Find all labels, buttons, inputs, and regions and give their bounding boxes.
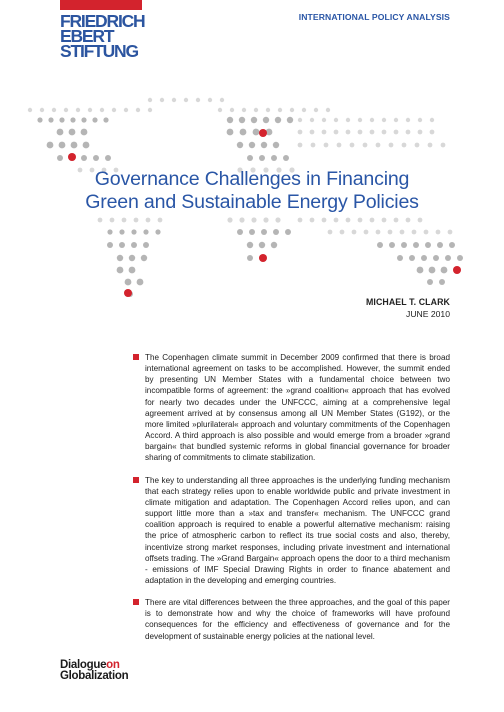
map-highlight-dot: [68, 153, 76, 161]
map-dot: [52, 108, 56, 112]
map-dot: [48, 117, 53, 122]
map-dot: [298, 118, 302, 122]
map-dot: [129, 255, 135, 261]
map-dot: [227, 129, 234, 136]
map-dot: [370, 118, 374, 122]
map-dot: [239, 217, 244, 222]
map-dot: [425, 242, 431, 248]
map-dot: [322, 118, 326, 122]
map-dot: [283, 155, 289, 161]
red-square-bullet-icon: [133, 599, 139, 605]
map-dot: [412, 230, 417, 235]
map-dot: [334, 130, 339, 135]
map-dot: [388, 230, 393, 235]
map-dot: [400, 230, 405, 235]
map-dot: [92, 117, 97, 122]
map-dot: [137, 279, 144, 286]
map-dot: [421, 255, 427, 261]
map-dot: [449, 242, 455, 248]
map-dot: [358, 118, 362, 122]
map-dot: [259, 242, 265, 248]
map-dot: [401, 242, 407, 248]
map-dot: [134, 218, 139, 223]
paragraph-text: The Copenhagen climate summit in December 2009 confirmed that there is broad international agreement on tasks to be accomplished. However, the summit ended by presenting UN Member States with a fundamental choice between two incompatible forms of agreement: the »grand coalition« approach that has evolved for nearly two decades under the UNFCCC, aiming at a comprehensive legal agreement arrived at by consensus among all UN Member States (G192), or the more limited »plurilateral« approach and voluntary commitments of the Copenhagen Accord. A third approach is also possible and would emerge from a broader »grand bargain« that bundled systemic reforms in global financial governance for broader sharing of commitments to climate stabilization.: [145, 353, 450, 463]
map-dot: [105, 155, 111, 161]
map-dot: [64, 108, 68, 112]
map-dot: [83, 142, 90, 149]
map-dot: [122, 218, 127, 223]
map-dot: [141, 255, 147, 261]
map-dot: [227, 217, 232, 222]
map-dot: [298, 130, 303, 135]
map-dot: [418, 130, 423, 135]
map-dot: [350, 143, 355, 148]
map-dot: [237, 142, 243, 148]
map-dot: [119, 229, 124, 234]
map-dot: [251, 217, 256, 222]
map-dot: [98, 218, 103, 223]
map-dot: [311, 143, 316, 148]
red-square-bullet-icon: [133, 477, 139, 483]
map-dot: [382, 118, 386, 122]
map-dot: [346, 118, 350, 122]
map-dot: [340, 230, 345, 235]
map-dot: [76, 108, 80, 112]
logo-line-2: EBERT: [60, 26, 114, 46]
title-line-2: Green and Sustainable Energy Policies: [85, 191, 419, 213]
map-dot: [310, 130, 315, 135]
map-dot: [439, 279, 445, 285]
map-dot: [271, 155, 277, 161]
map-dot: [88, 108, 92, 112]
logo-red-bar: [60, 0, 142, 10]
paragraph-text: There are vital differences between the three approaches, and the goal of this paper is to demonstrate how and why the choice of frameworks will have profound consequences for the efficiency and effectiveness of governance and for the development of sustainable energy policies at the national level.: [145, 598, 450, 641]
map-dot: [394, 130, 399, 135]
map-dot: [377, 242, 383, 248]
map-dot: [148, 98, 152, 102]
map-dot: [110, 218, 115, 223]
map-dot: [196, 98, 200, 102]
map-dot: [263, 217, 268, 222]
map-dot: [406, 118, 410, 122]
map-dot: [394, 118, 398, 122]
summary-paragraph: [133, 597, 450, 642]
map-dot: [445, 255, 451, 261]
map-dot: [59, 142, 66, 149]
map-dot: [364, 230, 369, 235]
map-dot: [131, 242, 137, 248]
map-dot: [417, 267, 424, 274]
map-dot: [457, 255, 463, 261]
map-highlight-dot: [124, 289, 132, 297]
map-dot: [218, 108, 222, 112]
map-highlight-dot: [259, 254, 267, 262]
map-dot: [298, 218, 303, 223]
series-label: INTERNATIONAL POLICY ANALYSIS: [298, 12, 450, 22]
map-dot: [441, 267, 448, 274]
map-dot: [251, 117, 257, 123]
map-dot: [287, 117, 293, 123]
map-dot: [160, 98, 164, 102]
map-dot: [437, 242, 443, 248]
map-dot: [249, 229, 255, 235]
map-dot: [261, 142, 267, 148]
map-dot: [322, 218, 327, 223]
map-dot: [230, 108, 234, 112]
map-dot: [125, 279, 132, 286]
map-highlight-dot: [453, 266, 461, 274]
map-dot: [143, 242, 149, 248]
map-dot: [100, 108, 104, 112]
map-dot: [310, 218, 315, 223]
summary-paragraph: [133, 475, 450, 587]
map-dot: [337, 143, 342, 148]
map-dot: [418, 118, 422, 122]
map-dot: [394, 218, 399, 223]
map-dot: [220, 98, 224, 102]
map-dot: [302, 108, 306, 112]
map-dot: [47, 142, 54, 149]
map-dot: [389, 242, 395, 248]
map-dot: [376, 143, 381, 148]
map-dot: [57, 129, 64, 136]
map-dot: [71, 142, 78, 149]
map-dot: [117, 267, 124, 274]
map-dot: [112, 108, 116, 112]
map-dot: [259, 155, 265, 161]
map-dot: [40, 108, 44, 112]
map-dot: [370, 218, 375, 223]
title-line-1: Governance Challenges in Financing: [94, 168, 410, 190]
map-dot: [285, 229, 291, 235]
map-dot: [69, 129, 76, 136]
footer-word-on: on: [106, 659, 120, 671]
map-dot: [70, 117, 75, 122]
map-dot: [107, 242, 113, 248]
fes-logo: [60, 11, 145, 61]
map-dot: [352, 230, 357, 235]
map-dot: [429, 267, 436, 274]
map-dot: [263, 117, 269, 123]
map-dot: [247, 255, 253, 261]
map-dot: [397, 255, 403, 261]
map-dot: [271, 242, 277, 248]
logo-line-3: STIFTUNG: [60, 41, 138, 61]
map-dot: [346, 218, 351, 223]
map-dot: [81, 117, 86, 122]
map-dot: [136, 108, 140, 112]
map-dot: [148, 108, 152, 112]
map-dot: [389, 143, 394, 148]
map-dot: [57, 155, 63, 161]
map-dot: [346, 130, 351, 135]
map-dot: [81, 129, 88, 136]
map-dot: [261, 229, 267, 235]
map-dot: [363, 143, 368, 148]
author-name: MICHAEL T. CLARK: [365, 297, 450, 307]
footer-word-dialogue: Dialogue: [60, 659, 107, 671]
summary-text: [133, 352, 450, 653]
map-dot: [326, 108, 330, 112]
map-dot: [227, 117, 233, 123]
map-dot: [334, 218, 339, 223]
map-dot: [310, 118, 314, 122]
map-dot: [37, 117, 42, 122]
map-dot: [249, 142, 255, 148]
map-dot: [409, 255, 415, 261]
map-dot: [424, 230, 429, 235]
map-dot: [427, 279, 433, 285]
map-dot: [93, 155, 99, 161]
map-dot: [413, 242, 419, 248]
map-dot: [129, 267, 136, 274]
map-dot: [155, 229, 160, 234]
footer-word-globalization: Globalization: [60, 670, 129, 682]
map-dot: [81, 155, 87, 161]
dialogue-on-globalization-logo: [60, 660, 128, 682]
map-dot: [433, 255, 439, 261]
map-dot: [239, 117, 245, 123]
map-dot: [370, 130, 375, 135]
map-dot: [103, 117, 108, 122]
map-dot: [430, 130, 435, 135]
map-dot: [275, 117, 281, 123]
map-dot: [253, 129, 260, 136]
map-dot: [208, 98, 212, 102]
map-dot: [406, 130, 411, 135]
map-dot: [247, 242, 253, 248]
map-dot: [415, 143, 420, 148]
map-highlight-dot: [259, 129, 267, 137]
map-dot: [143, 229, 148, 234]
map-dot: [240, 129, 247, 136]
map-dot: [247, 155, 253, 161]
map-dot: [275, 217, 280, 222]
map-dot: [278, 108, 282, 112]
map-dot: [117, 255, 123, 261]
map-dot: [406, 218, 411, 223]
map-dot: [273, 142, 279, 148]
map-dot: [59, 117, 64, 122]
map-dot: [107, 229, 112, 234]
map-dot: [382, 130, 387, 135]
map-dot: [124, 108, 128, 112]
map-dot: [358, 130, 363, 135]
map-dot: [436, 230, 441, 235]
map-dot: [428, 143, 433, 148]
red-square-bullet-icon: [133, 354, 139, 360]
map-dot: [290, 108, 294, 112]
map-dot: [146, 218, 151, 223]
map-dot: [376, 230, 381, 235]
publication-date: JUNE 2010: [406, 309, 450, 319]
summary-paragraph: [133, 352, 450, 464]
map-dot: [273, 229, 279, 235]
map-dot: [418, 218, 423, 223]
logo-line-1: FRIEDRICH: [60, 11, 145, 31]
map-dot: [402, 143, 407, 148]
map-dot: [334, 118, 338, 122]
map-dot: [324, 143, 329, 148]
map-dot: [131, 229, 136, 234]
map-dot: [448, 230, 453, 235]
map-dot: [298, 143, 303, 148]
map-dot: [382, 218, 387, 223]
document-title: [0, 168, 504, 214]
map-dot: [322, 130, 327, 135]
map-dot: [314, 108, 318, 112]
map-dot: [441, 143, 446, 148]
map-dot: [328, 230, 333, 235]
map-dot: [242, 108, 246, 112]
map-dot: [172, 98, 176, 102]
map-dot: [119, 242, 125, 248]
map-dot: [358, 218, 363, 223]
map-dot: [430, 118, 434, 122]
paragraph-text: The key to understanding all three approaches is the underlying funding mechanism that each strategy relies upon to enable worldwide public and private investment in climate mitigation and adaptation. The Copenhagen Accord relies upon, and can support little more than a »tax and transfer« mechanism. The UNFCCC grand coalition approach is required to enable a powerful alternative mechanism: raising the price of atmospheric carbon to reflect its true social costs and also, thereby, incentivize strong market responses, including private investment and international offsets trading. The »Grand Bargain« approach opens the door to a third mechanism - emissions of IMF Special Drawing Rights in order to finance abatement and adaptation in the developing and emerging countries.: [145, 475, 450, 585]
map-dot: [254, 108, 258, 112]
map-dot: [28, 108, 32, 112]
map-dot: [158, 218, 163, 223]
map-dot: [237, 229, 243, 235]
map-dot: [266, 108, 270, 112]
map-dot: [184, 98, 188, 102]
